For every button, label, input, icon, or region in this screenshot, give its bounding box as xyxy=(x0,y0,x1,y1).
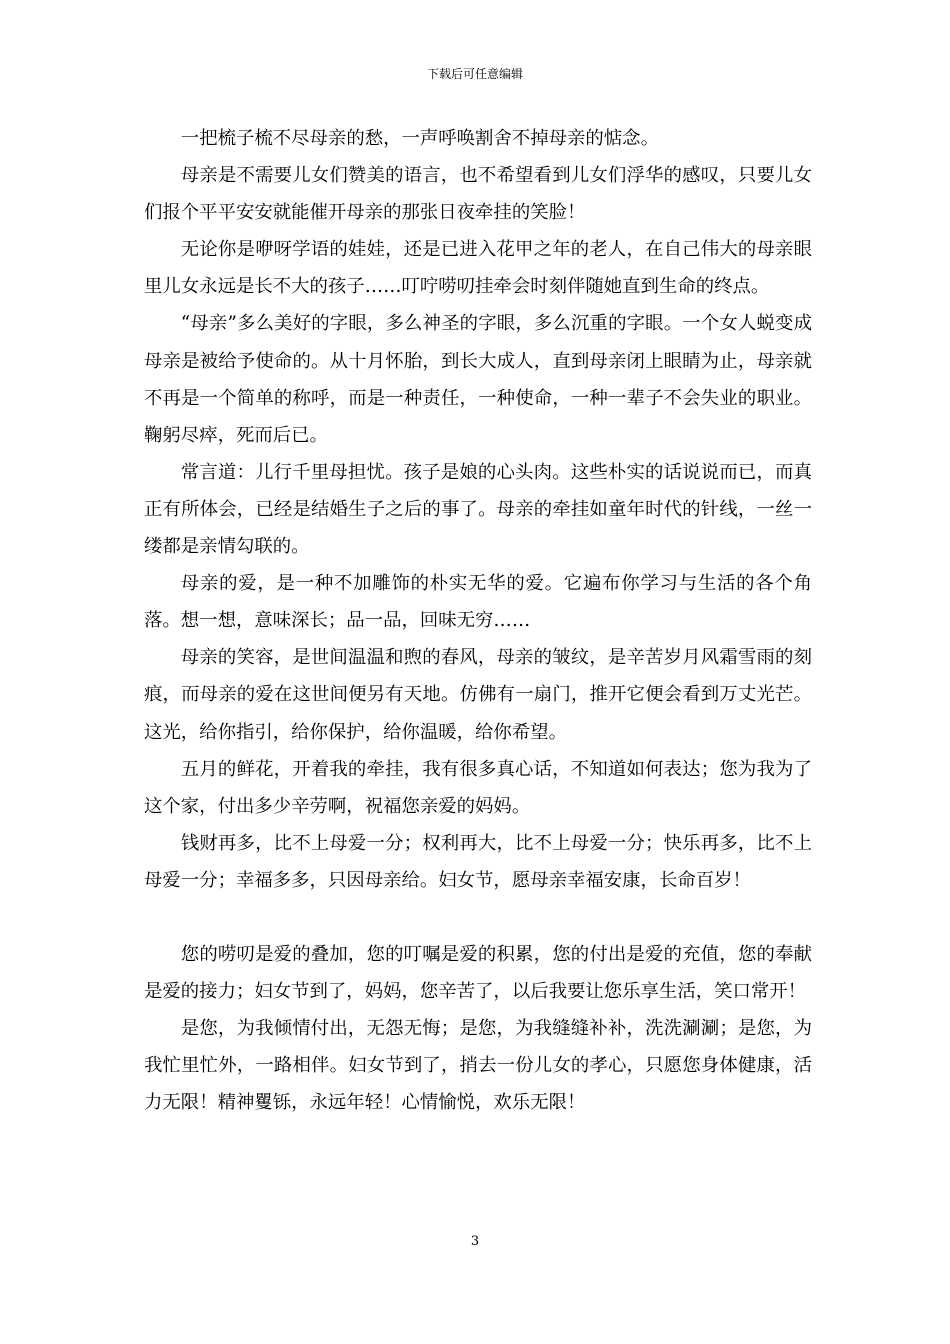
page-number: 3 xyxy=(470,1234,480,1249)
paragraph: 是您，为我倾情付出，无怨无悔；是您，为我缝缝补补，洗洗涮涮；是您，为我忙里忙外，一路相伴。妇女节到了，捎去一份儿女的孝心，只愿您身体健康，活力无限！精神矍铄，永远年轻！心情愉悦，欢乐无限！ xyxy=(144,1018,812,1114)
paragraph: 您的唠叨是爱的叠加，您的叮嘱是爱的积累，您的付出是爱的充值，您的奉献是爱的接力；妇女节到了，妈妈，您辛苦了，以后我要让您乐享生活，笑口常开！ xyxy=(144,943,812,1003)
paragraph: 母亲的爱，是一种不加雕饰的朴实无华的爱。它遍布你学习与生活的各个角落。想一想，意味深长；品一品，回味无穷…… xyxy=(144,573,812,632)
paragraph: 母亲是不需要儿女们赞美的语言，也不希望看到儿女们浮华的感叹，只要儿女们报个平平安安就能催开母亲的那张日夜牵挂的笑脸！ xyxy=(144,165,812,224)
paragraph: 无论你是咿呀学语的娃娃，还是已进入花甲之年的老人，在自己伟大的母亲眼里儿女永远是长不大的孩子……叮咛唠叨挂牵会时刻伴随她直到生命的终点。 xyxy=(144,239,812,298)
paragraph: 常言道：儿行千里母担忧。孩子是娘的心头肉。这些朴实的话说说而已，而真正有所体会，已经是结婚生子之后的事了。母亲的牵挂如童年时代的针线，一丝一缕都是亲情勾联的。 xyxy=(144,461,812,558)
paragraph: 母亲的笑容，是世间温温和煦的春风，母亲的皱纹，是辛苦岁月风霜雪雨的刻痕，而母亲的爱在这世间便另有天地。仿佛有一扇门，推开它便会看到万丈光芒。这光，给你指引，给你保护，给你温暖，给你希望。 xyxy=(144,647,812,743)
document-body xyxy=(144,120,812,1121)
page-header: 下载后可任意编辑 xyxy=(426,67,523,81)
paragraph: “母亲”多么美好的字眼，多么神圣的字眼，多么沉重的字眼。一个女人蜕变成母亲是被给予使命的。从十月怀胎，到长大成人，直到母亲闭上眼睛为止，母亲就不再是一个简单的称呼，而是一种责任，一种使命，一种一辈子不会失业的职业。鞠躬尽瘁，死而后已。 xyxy=(144,313,812,446)
paragraph: 一把梳子梳不尽母亲的愁，一声呼唤割舍不掉母亲的惦念。 xyxy=(180,128,659,149)
paragraph: 五月的鲜花，开着我的牵挂，我有很多真心话，不知道如何表达；您为我为了这个家，付出多少辛劳啊，祝福您亲爱的妈妈。 xyxy=(144,758,812,817)
paragraph: 钱财再多，比不上母爱一分；权利再大，比不上母爱一分；快乐再多，比不上母爱一分；幸福多多，只因母亲给。妇女节，愿母亲幸福安康，长命百岁！ xyxy=(144,832,812,891)
